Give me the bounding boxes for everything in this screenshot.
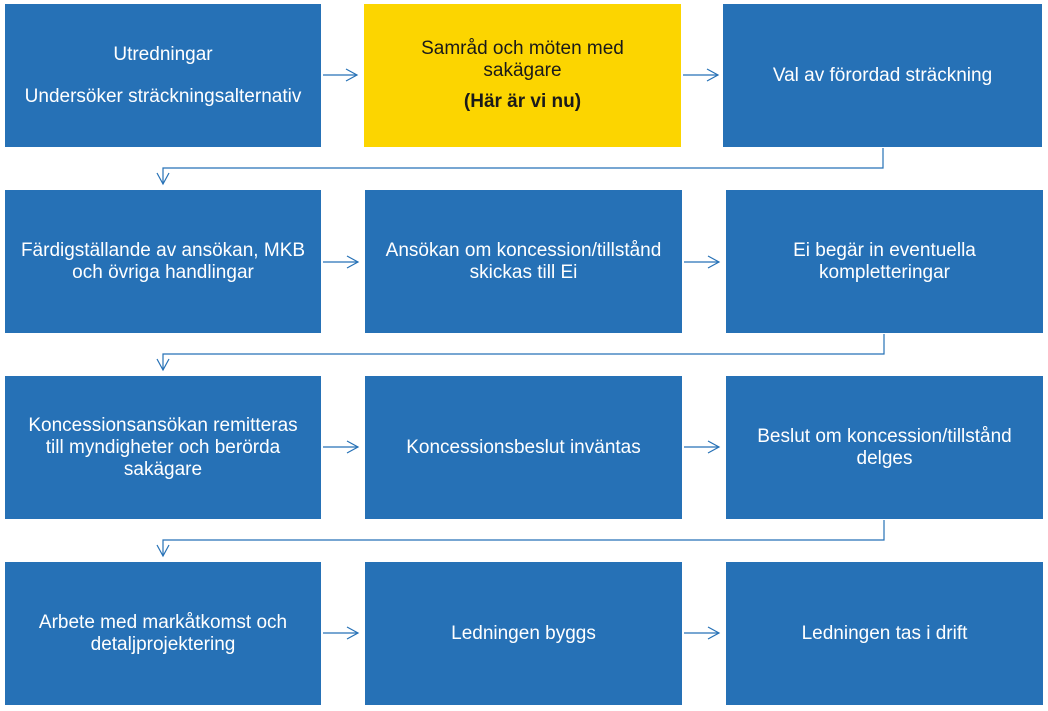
step-kompletteringar	[726, 190, 1043, 333]
step-val-av-strackning-label: Val av förordad sträckning	[772, 64, 993, 86]
step-val-av-strackning	[723, 4, 1042, 147]
step-ledningen-byggs-label: Ledningen byggs	[451, 622, 596, 644]
step-remitteras-label: Koncessionsansökan remitteras till myndigheter och berörda sakägare	[28, 414, 298, 480]
arrow-9-10	[163, 520, 884, 556]
step-beslut-delges-label: Beslut om koncession/tillstånd delges	[757, 425, 1012, 469]
step-samrad-label: Samråd och möten med sakägare	[421, 38, 624, 81]
step-markatkomst-label: Arbete med markåtkomst och detaljprojektering	[38, 611, 288, 655]
arrow-6-7	[163, 334, 884, 370]
step-ledningen-byggs	[365, 562, 682, 705]
step-beslut-delges	[726, 376, 1043, 519]
step-utredningar-subtitle: Undersöker sträckningsalternativ	[24, 85, 302, 107]
step-fardigstallande-label: Färdigställande av ansökan, MKB och övriga handlingar	[20, 239, 306, 283]
step-ansokan-skickas-label: Ansökan om koncession/tillstånd skickas till Ei	[385, 239, 662, 283]
current-step-indicator: (Här är vi nu)	[463, 91, 582, 112]
arrow-3-4	[163, 148, 883, 184]
step-ledningen-i-drift-label: Ledningen tas i drift	[801, 622, 968, 644]
step-kompletteringar-label: Ei begär in eventuella kompletteringar	[793, 239, 976, 283]
step-remitteras	[5, 376, 321, 519]
step-utredningar	[5, 4, 321, 147]
step-beslut-invantas	[365, 376, 682, 519]
step-samrad-current	[364, 4, 681, 147]
step-fardigstallande	[5, 190, 321, 333]
step-markatkomst	[5, 562, 321, 705]
step-ledningen-i-drift	[726, 562, 1043, 705]
step-beslut-invantas-label: Koncessionsbeslut inväntas	[406, 436, 641, 458]
step-utredningar-title: Utredningar	[113, 43, 213, 65]
step-ansokan-skickas	[365, 190, 682, 333]
